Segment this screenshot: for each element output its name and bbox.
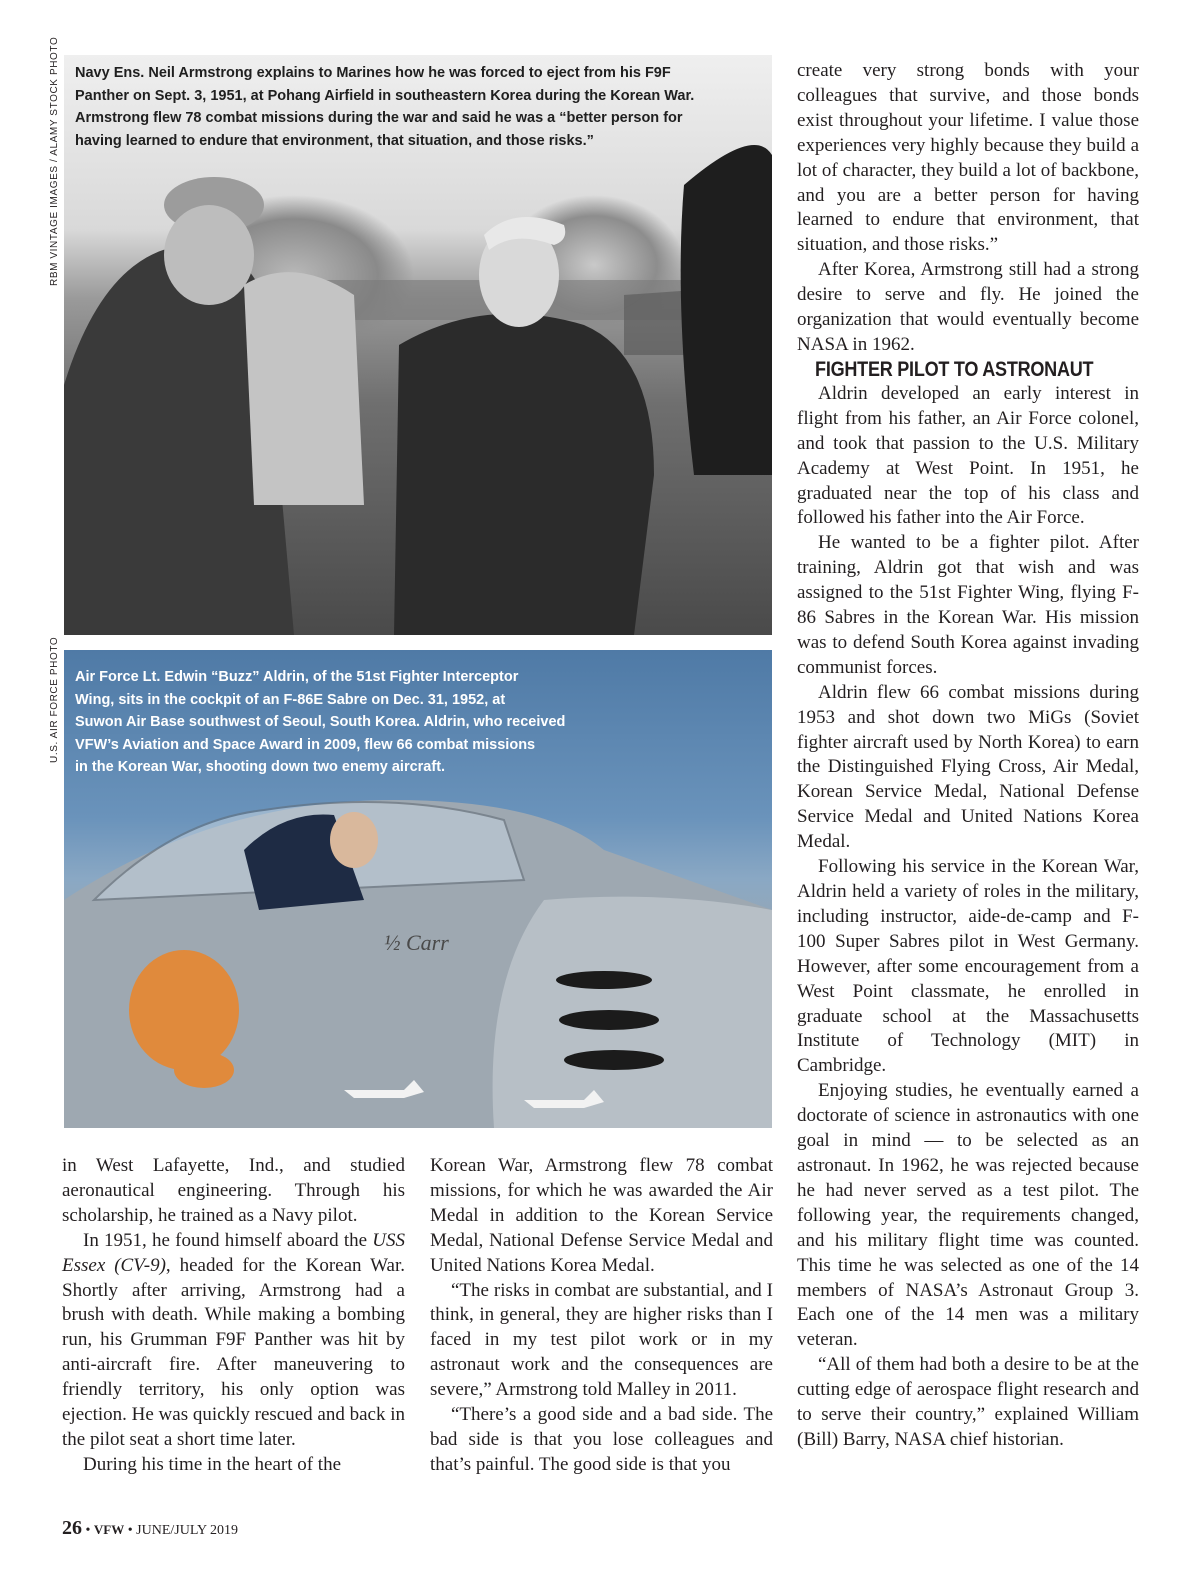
page-number: 26	[62, 1517, 82, 1539]
article-column-2	[430, 1154, 773, 1478]
paragraph: “There’s a good side and a bad side. The bad side is that you lose colleagues and that’s painful. The good side is that you	[430, 1404, 773, 1475]
section-heading: FIGHTER PILOT TO ASTRONAUT	[815, 357, 1094, 381]
paragraph-text: In 1951, he found himself aboard the	[83, 1229, 373, 1251]
ship-name: USS Essex (CV-9)	[62, 1229, 405, 1276]
armstrong-photo-caption	[75, 62, 694, 152]
paragraph: Aldrin developed an early interest in flight from his father, an Air Force colonel, and took that passion to the U.S. Military Academy at West Point. In 1951, he graduated near the top of his class and followed his father into the Air Force.	[797, 382, 1139, 529]
article-column-3	[797, 59, 1139, 1453]
paragraph: create very strong bonds with your colleagues that survive, and those bonds exist throughout your lifetime. I value those experiences very highly because they build a lot of character, they build a lot of backbone, and you are a better person for having learned to endure that environment, that situation, and those risks.”	[797, 60, 1139, 256]
article-column-1	[62, 1154, 405, 1478]
caption-line: in the Korean War, shooting down two enemy aircraft.	[75, 759, 446, 775]
aldrin-photo	[64, 650, 772, 1128]
paragraph: During his time in the heart of the	[83, 1453, 342, 1475]
magazine-name: VFW	[93, 1522, 125, 1537]
armstrong-photo	[64, 55, 772, 635]
paragraph: Following his service in the Korean War, Aldrin held a variety of roles in the military, including instructor, aide-de-camp and F-100 Super Sabres pilot in West Germany. However, after some encouragement from a West Point classmate, he enrolled in graduate school at the Massachusetts Institute of Technology (MIT) in Cambridge.	[797, 856, 1139, 1077]
paragraph: Aldrin flew 66 combat missions during 1953 and shot down two MiGs (Soviet fighter aircraft used by North Korea) to earn the Distinguished Flying Cross, Air Medal, Korean Service Medal, National Defense Service Medal and United Nations Korea Medal.	[797, 681, 1139, 853]
paragraph: He wanted to be a fighter pilot. After training, Aldrin got that wish and was assigned to the 51st Fighter Wing, flying F-86 Sabres in the Korean War. His mission was to defend South Korea against invading communist forces.	[797, 532, 1139, 678]
footer-bullet: •	[85, 1523, 91, 1538]
photo-credit-armstrong: RBM VINTAGE IMAGES / ALAMY STOCK PHOTO	[49, 36, 60, 286]
paragraph-text: , headed for the Korean War. Shortly after arriving, Armstrong had a brush with death. While making a bombing run, his Grumman F9F Panther was hit by anti-aircraft fire. After maneuvering to friendly territory, his only option was ejection. He was quickly rescued and back in the pilot seat a short time later.	[62, 1254, 405, 1450]
photo-credit-aldrin: U.S. AIR FORCE PHOTO	[49, 636, 60, 763]
paragraph: “All of them had both a desire to be at the cutting edge of aerospace flight research and to serve their country,” explained William (Bill) Barry, NASA chief historian.	[797, 1354, 1139, 1450]
page-footer	[62, 1517, 238, 1540]
paragraph: After Korea, Armstrong still had a strong desire to serve and fly. He joined the organization that would eventually become NASA in 1962.	[797, 259, 1139, 355]
caption-line: Panther on Sept. 3, 1951, at Pohang Airfield in southeastern Korea during the Korean War.	[75, 87, 695, 104]
plane-name-text: ½ Carr	[384, 930, 449, 955]
paragraph: Enjoying studies, he eventually earned a doctorate of science in astronautics with one goal in mind — to be selected as an astronaut. In 1962, he was rejected because he had never served as a test pilot. The following year, the requirements changed, and his military flight time was counted. This time he was selected as one of the 14 members of NASA’s Astronaut Group 3. Each one of the 14 men was a military veteran.	[797, 1080, 1139, 1351]
caption-line: Wing, sits in the cockpit of an F-86E Sabre on Dec. 31, 1952, at	[75, 691, 506, 708]
paragraph	[62, 1229, 405, 1453]
paragraph: in West Lafayette, Ind., and studied aeronautical engineering. Through his scholarship, he trained as a Navy pilot.	[62, 1155, 405, 1226]
caption-line: VFW’s Aviation and Space Award in 2009, flew 66 combat missions	[75, 736, 536, 753]
caption-line: Suwon Air Base southwest of Seoul, South Korea. Aldrin, who received	[75, 714, 566, 730]
caption-line: Armstrong flew 78 combat missions during the war and said he was a “better person for	[75, 110, 683, 126]
caption-line: having learned to endure that environment, that situation, and those risks.”	[75, 132, 594, 149]
paragraph: Korean War, Armstrong flew 78 combat missions, for which he was awarded the Air Medal in addition to the Korean Service Medal, National Defense Service Medal and United Nations Korea Medal.	[430, 1155, 773, 1276]
issue-date: • JUNE/JULY 2019	[127, 1523, 239, 1538]
caption-line: Navy Ens. Neil Armstrong explains to Marines how he was forced to eject from his F9F	[75, 65, 671, 81]
paragraph: “The risks in combat are substantial, and I think, in general, they are higher risks than I faced in my test pilot work or in my astronaut work and the consequences are severe,” Armstrong told Malley in 2011.	[430, 1279, 773, 1401]
caption-line: Air Force Lt. Edwin “Buzz” Aldrin, of the 51st Fighter Interceptor	[75, 669, 519, 685]
aldrin-photo-caption	[75, 666, 565, 779]
